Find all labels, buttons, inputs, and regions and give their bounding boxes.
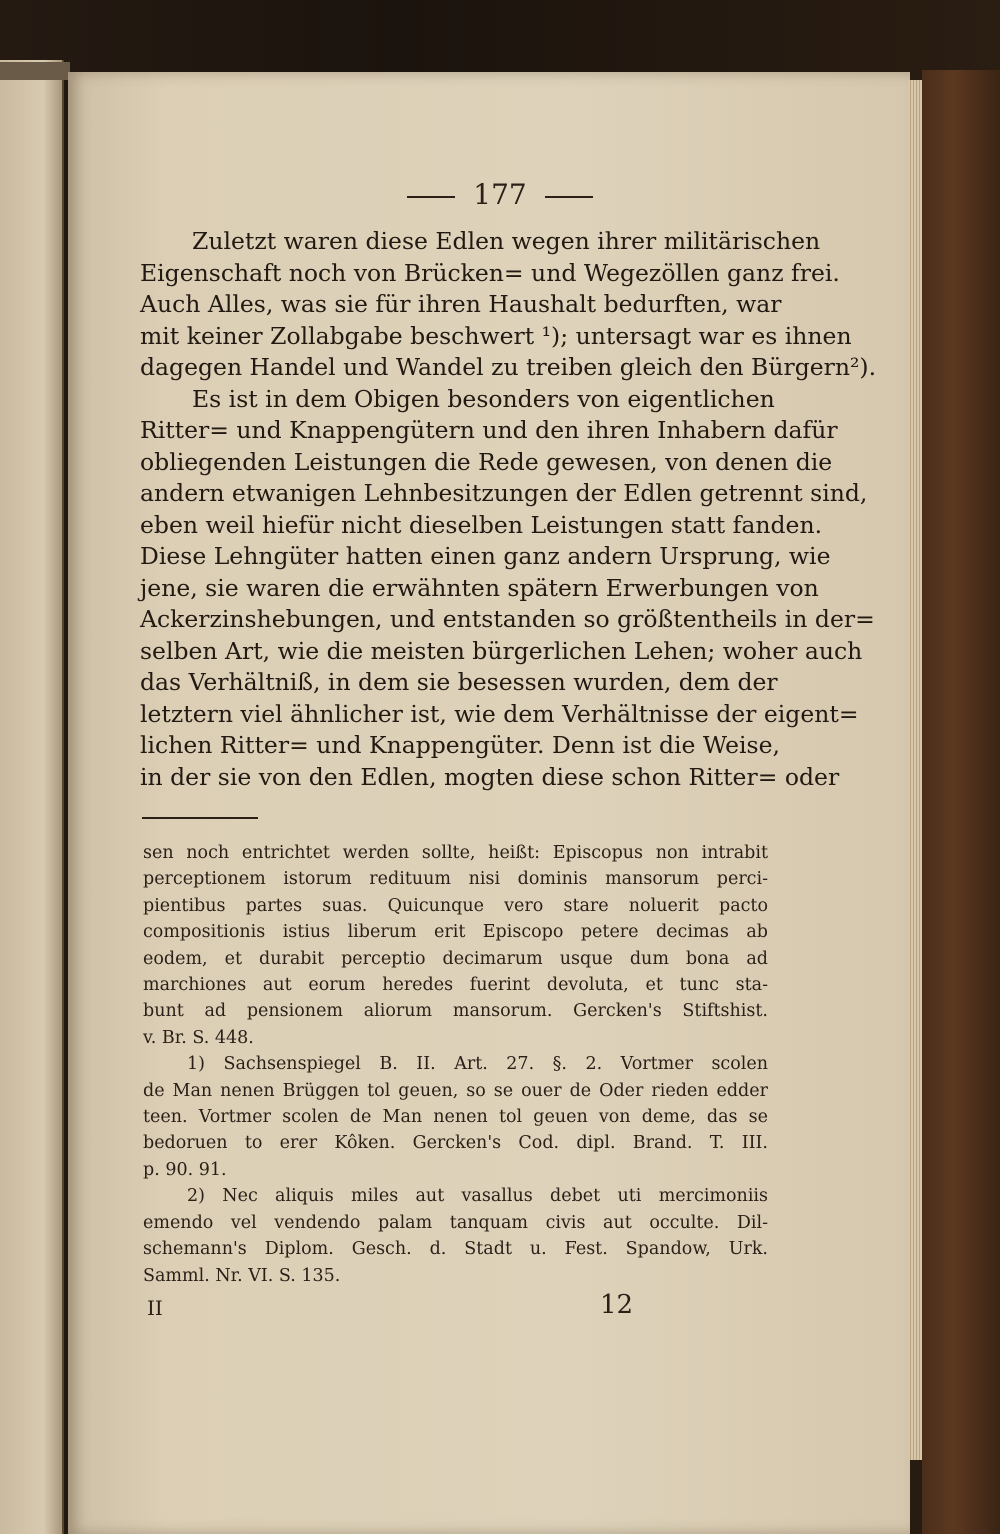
footnote-line: de Man nenen Brüggen tol geuen, so se ouer de Oder rieden edder xyxy=(143,1080,768,1101)
footnote-line: bedoruen to erer Kôken. Gercken's Cod. dipl. Brand. T. III. xyxy=(143,1133,768,1154)
footnote-line: schemann's Diplom. Gesch. d. Stadt u. Fest. Spandow, Urk. xyxy=(143,1239,768,1260)
footnote-line: teen. Vortmer scolen de Man nenen tol geuen von deme, das se xyxy=(143,1107,768,1128)
body-line: Ritter= und Knappengütern und den ihren Inhabern dafür xyxy=(140,416,838,444)
body-line: Ackerzinshebungen, und entstanden so größtentheils in der= xyxy=(140,605,875,633)
footnote-line: sen noch entrichtet werden sollte, heißt: Episcopus non intrabit xyxy=(143,843,768,863)
body-line: in der sie von den Edlen, mogten diese schon Ritter= oder xyxy=(140,762,840,791)
footnote-line: compositionis istius liberum erit Episcopo petere decimas ab xyxy=(143,922,768,943)
body-line: Eigenschaft noch von Brücken= und Wegezöllen ganz frei. xyxy=(140,258,840,287)
sheet-number: 12 xyxy=(600,1290,634,1320)
body-line: letztern viel ähnlicher ist, wie dem Verhältnisse der eigent= xyxy=(140,699,859,728)
footnotes xyxy=(143,840,768,1289)
footnote-line: 2) Nec aliquis miles aut vasallus debet uti mercimoniis xyxy=(187,1186,768,1207)
body-line: Auch Alles, was sie für ihren Haushalt bedurften, war xyxy=(140,290,782,318)
body-line: andern etwanigen Lehnbesitzungen der Edlen getrennt sind, xyxy=(140,479,868,507)
footnote-line: emendo vel vendendo palam tanquam civis aut occulte. Dil- xyxy=(143,1212,768,1233)
page-header xyxy=(0,178,1000,211)
page-number: 177 xyxy=(473,178,527,211)
footnote-line: p. 90. 91. xyxy=(143,1159,227,1180)
book-cover xyxy=(922,70,1000,1534)
body-line: das Verhältniß, in dem sie besessen wurden, dem der xyxy=(140,668,778,696)
body-line: selben Art, wie die meisten bürgerlichen Lehen; woher auch xyxy=(140,636,863,665)
footnote-line: eodem, et durabit perceptio decimarum usque dum bona ad xyxy=(143,948,768,969)
page-stack-edge xyxy=(908,80,922,1460)
left-page-edge xyxy=(0,60,64,1534)
body-line: obliegenden Leistungen die Rede gewesen, von denen die xyxy=(140,447,833,476)
header-dash-left xyxy=(407,196,455,198)
body-line: Zuletzt waren diese Edlen wegen ihrer militärischen xyxy=(192,227,821,255)
footnote-line: pientibus partes suas. Quicunque vero stare noluerit pacto xyxy=(143,895,768,916)
main-text xyxy=(140,226,877,793)
printer-signature: II xyxy=(147,1296,163,1320)
body-line: Es ist in dem Obigen besonders von eigentlichen xyxy=(192,384,775,413)
footnote-line: 1) Sachsenspiegel B. II. Art. 27. §. 2. Vortmer scolen xyxy=(187,1054,768,1075)
header-dash-right xyxy=(545,196,593,198)
body-line: Diese Lehngüter hatten einen ganz andern Ursprung, wie xyxy=(140,542,831,570)
body-line: dagegen Handel und Wandel zu treiben gleich den Bürgern²). xyxy=(140,353,877,381)
footnote-line: marchiones aut eorum heredes fuerint devoluta, et tunc sta- xyxy=(143,975,768,996)
footnote-line: v. Br. S. 448. xyxy=(143,1027,254,1048)
body-line: lichen Ritter= und Knappengüter. Denn ist die Weise, xyxy=(140,731,780,759)
footnote-line: bunt ad pensionem aliorum mansorum. Gercken's Stiftshist. xyxy=(143,1001,768,1022)
footnote-line: perceptionem istorum redituum nisi dominis mansorum perci- xyxy=(143,869,768,890)
footnote-line: Samml. Nr. VI. S. 135. xyxy=(143,1265,341,1286)
footnote-divider xyxy=(142,817,258,819)
body-line: mit keiner Zollabgabe beschwert ¹); untersagt war es ihnen xyxy=(140,321,852,350)
body-line: eben weil hiefür nicht dieselben Leistungen statt fanden. xyxy=(140,510,823,539)
left-binding-strip xyxy=(0,62,70,80)
body-line: jene, sie waren die erwähnten spätern Erwerbungen von xyxy=(140,573,819,602)
